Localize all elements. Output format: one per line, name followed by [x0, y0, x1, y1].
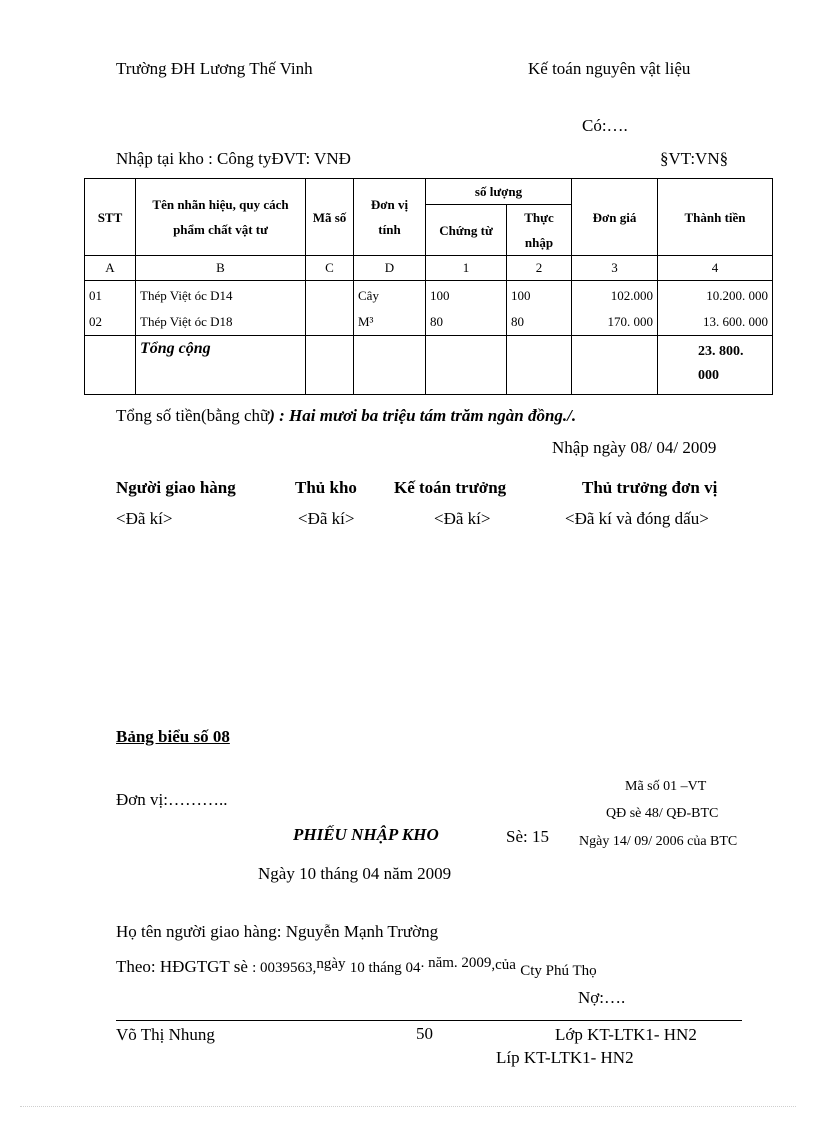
row-qty-actual: 100 [507, 281, 572, 310]
table-row [85, 281, 773, 310]
footer-class-duplicate: Líp KT-LTK1- HN2 [496, 1048, 634, 1067]
form-number: Sè: 15 [506, 827, 549, 846]
header-unit-price: Đơn giá [572, 179, 658, 256]
deliverer-name: Họ tên người giao hàng: Nguyễn Mạnh Trường [116, 922, 439, 941]
row-unit-price: 170. 000 [572, 309, 658, 336]
row-code [306, 309, 354, 336]
footer-class: Lớp KT-LTK1- HN2 [555, 1025, 697, 1044]
row-stt: 01 [85, 281, 136, 310]
row-amount: 10.200. 000 [658, 281, 773, 310]
import-date: Nhập ngày 08/ 04/ 2009 [552, 438, 717, 457]
total-unit-cell [354, 336, 426, 395]
total-qty-doc-cell [426, 336, 507, 395]
letter-cell: C [306, 256, 354, 281]
letter-cell: 4 [658, 256, 773, 281]
row-qty-doc: 80 [426, 309, 507, 336]
unit-label: Đơn vị:……….. [116, 790, 228, 809]
warehouse-line: Nhập tại kho : Công tyĐVT: VNĐ [116, 149, 351, 168]
amount-words-value: ) : Hai mươi ba triệu tám trăm ngàn đồng./. [269, 406, 577, 425]
form-date: Ngày 10 tháng 04 năm 2009 [258, 864, 452, 883]
school-name: Trường ĐH Lương Thế Vinh [116, 59, 313, 78]
table-number-heading: Bảng biểu số 08 [116, 727, 230, 746]
form-code-line: QĐ sè 48/ QĐ-BTC [606, 806, 719, 821]
row-unit: Cây [354, 281, 426, 310]
total-qty-actual-cell [507, 336, 572, 395]
credit-label: Có:…. [582, 116, 628, 135]
page-bottom-edge [20, 1106, 796, 1107]
letter-cell: 3 [572, 256, 658, 281]
goods-table [84, 178, 773, 395]
amount-in-words [116, 406, 576, 426]
signature-title-storekeeper: Thủ kho [295, 478, 357, 497]
signature-status-chief-accountant: <Đã kí> [434, 509, 491, 528]
row-code [306, 281, 354, 310]
invoice-cua: ,của [491, 957, 516, 973]
row-stt: 02 [85, 309, 136, 336]
signature-title-director: Thủ trưởng đơn vị [582, 478, 718, 497]
row-unit: M³ [354, 309, 426, 336]
header-amount: Thành tiền [658, 179, 773, 256]
signature-status-director: <Đã kí và đóng dấu> [565, 509, 709, 528]
total-stt-cell [85, 336, 136, 395]
header-unit: Đơn vị tính [354, 179, 426, 256]
invoice-prefix: Theo: HĐGTGT sè [116, 957, 248, 976]
invoice-reference [116, 957, 597, 977]
footer-divider [116, 1020, 742, 1021]
debit-label: Nợ:…. [578, 988, 626, 1007]
form-code-line: Mã số 01 –VT [625, 779, 707, 794]
invoice-number: : 0039563, [252, 960, 317, 976]
header-qty-doc: Chứng từ [426, 205, 507, 256]
signature-status-storekeeper: <Đã kí> [298, 509, 355, 528]
signature-title-deliverer: Người giao hàng [116, 478, 236, 497]
letter-cell: D [354, 256, 426, 281]
signature-title-chief-accountant: Kế toán trưởng [394, 478, 507, 497]
row-qty-doc: 100 [426, 281, 507, 310]
row-item-name: Thép Việt óc D14 [136, 281, 306, 310]
header-code: Mã số [306, 179, 354, 256]
footer-author: Võ Thị Nhung [116, 1025, 215, 1044]
row-unit-price: 102.000 [572, 281, 658, 310]
letter-cell: A [85, 256, 136, 281]
total-label: Tổng cộng [136, 336, 306, 395]
form-title: PHIẾU NHẬP KHO [293, 825, 439, 844]
row-qty-actual: 80 [507, 309, 572, 336]
row-amount: 13. 600. 000 [658, 309, 773, 336]
department-name: Kế toán nguyên vật liệu [528, 59, 691, 78]
total-price-cell [572, 336, 658, 395]
total-row [85, 336, 773, 395]
invoice-ngay: ngày [316, 956, 346, 972]
page-number: 50 [416, 1024, 433, 1043]
invoice-company: Cty Phú Thọ [520, 963, 597, 979]
amount-words-label: Tổng số tiền(bằng chữ [116, 406, 270, 425]
header-item-name: Tên nhãn hiệu, quy cách phẩm chất vật tư [136, 179, 306, 256]
table-row [85, 309, 773, 336]
currency-label: §VT:VN§ [660, 149, 729, 168]
invoice-year: . năm. 2009 [420, 955, 492, 971]
header-qty-actual: Thực nhập [507, 205, 572, 256]
letter-cell: 1 [426, 256, 507, 281]
form-code-line: Ngày 14/ 09/ 2006 của BTC [579, 834, 738, 849]
signature-status-deliverer: <Đã kí> [116, 509, 173, 528]
total-code-cell [306, 336, 354, 395]
invoice-day-month: 10 tháng 04 [349, 960, 421, 976]
total-amount: 23. 800. 000 [658, 336, 773, 395]
letter-cell: 2 [507, 256, 572, 281]
header-quantity: số lượng [426, 179, 572, 205]
letter-cell: B [136, 256, 306, 281]
row-item-name: Thép Việt óc D18 [136, 309, 306, 336]
header-stt: STT [85, 179, 136, 256]
